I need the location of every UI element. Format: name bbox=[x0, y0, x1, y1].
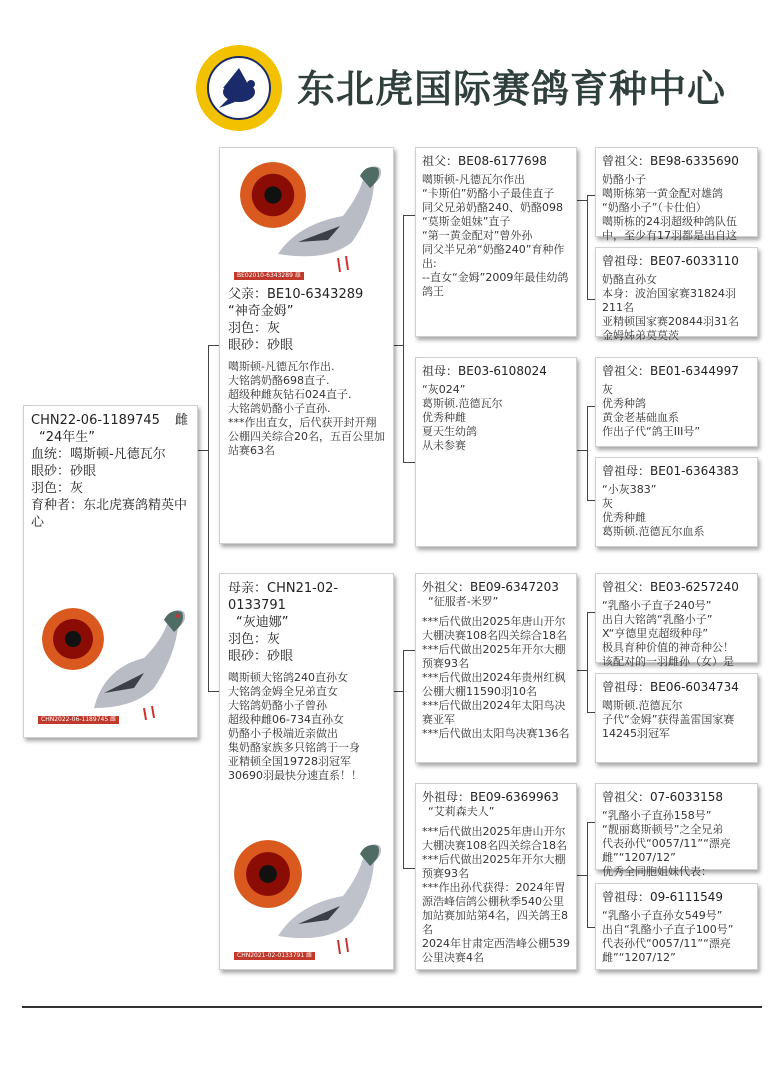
card-title: 外祖母：BE09-6369963 bbox=[422, 790, 559, 804]
logo-pigeon-emblem bbox=[207, 56, 271, 120]
card-notes: 奶酪小子 噶斯栋第一黄金配对雄鸽 “奶酪小子”（卡仕伯） 噶斯栋的24羽超级种鸽队伍中，至少有17羽都是出自这 bbox=[602, 173, 737, 242]
center-logo bbox=[196, 45, 282, 131]
card-notes: “乳酪小子直孙158号” “靓丽葛斯顿号”之全兄弟 代表孙代“0057/11”“漂亮雌”“1207/12” 优秀全同胞姐妹代表： bbox=[602, 809, 731, 878]
card-title: 曾祖父：BE01-6344997 bbox=[602, 364, 739, 378]
connector bbox=[587, 500, 595, 501]
connector bbox=[393, 345, 403, 346]
connector bbox=[587, 406, 588, 500]
connector bbox=[587, 299, 595, 300]
card-notes: “乳酪小子直子240号” 出自大铭鸽“乳酪小子” X“亨德里克超级种母” 极具育种价值的神奇种公！ 该配对的一羽雌孙（女）是 bbox=[602, 599, 734, 668]
card-notes: 噶斯顿-凡德瓦尔作出 “卡斯伯”奶酪小子最佳直子 同父兄弟奶酪240、奶酪098 “莫斯金姐妹”直子 “第一黄金配对”曾外孙 同父半兄弟“奶酪240”育种作出: --直女“金姆”2009年最佳幼鸽鸽王 bbox=[422, 173, 569, 298]
subject-color: 羽色：灰 bbox=[31, 481, 84, 496]
card-notes: ***后代做出2025年唐山开尔大棚决赛108名四关综合18名 ***后代做出2025年开尔大棚预赛93名 ***作出孙代获得：2024年胃源浩峰信鸽公棚秋季540公里加站赛加站第4名，四关鸽王8名 2024年甘肃定西浩峰公棚539公里决赛4名 bbox=[422, 825, 570, 964]
connector bbox=[403, 868, 415, 869]
dam-eye: 眼砂：砂眼 bbox=[228, 649, 294, 664]
connector bbox=[208, 345, 219, 346]
subject-photo bbox=[34, 598, 189, 728]
card-title: 曾祖父：BE03-6257240 bbox=[602, 580, 739, 594]
connector bbox=[587, 195, 595, 196]
dam-card bbox=[219, 573, 394, 970]
connector bbox=[587, 195, 588, 299]
connector bbox=[587, 927, 595, 928]
card-title: 外祖父：BE09-6347203 bbox=[422, 580, 559, 594]
card-notes: “乳酪小子直孙女549号” 出自“乳酪小子直子100号” 代表孙代“0057/11”“漂亮雌”“1207/12” bbox=[602, 909, 734, 964]
card-notes: “灰024” 葛斯顿.范德瓦尔 优秀种雌 夏天生幼鸽 从未参赛 bbox=[422, 383, 503, 452]
sire-color: 羽色：灰 bbox=[228, 321, 281, 336]
card-title: 曾祖母：BE01-6364383 bbox=[602, 464, 739, 478]
sire-notes: 噶斯顿-凡德瓦尔作出. 大铭鸽奶酪698直子. 超级种雌灰钻石024直子. 大铭鸽奶酪小子直孙. ***作出直女，后代获开封开翔公棚四关综合20名，五百公里加站赛63名 bbox=[228, 360, 385, 457]
ggd-1-card bbox=[595, 247, 758, 342]
granddam-paternal-card bbox=[415, 357, 577, 547]
dam-nickname: “灰迪娜” bbox=[236, 615, 289, 630]
connector bbox=[577, 670, 587, 671]
granddam-maternal-card bbox=[415, 783, 577, 970]
connector bbox=[403, 650, 415, 651]
card-title: 曾祖母：09-6111549 bbox=[602, 890, 724, 904]
ggs-4-card bbox=[595, 783, 758, 878]
sire-photo bbox=[228, 148, 385, 286]
subject-ring: CHN22-06-1189745 bbox=[31, 413, 160, 428]
connector bbox=[577, 875, 587, 876]
ggd-2-card bbox=[595, 457, 758, 547]
photo-label: CHN2021-02-0133791 雌 bbox=[234, 952, 315, 960]
card-title: 曾祖父：BE98-6335690 bbox=[602, 154, 739, 168]
pigeon-photo-icon bbox=[74, 598, 189, 723]
card-notes: 灰 优秀种鸽 黄金老基础血系 作出子代“鸽王III号” bbox=[602, 383, 701, 438]
pigeon-photo-icon bbox=[268, 154, 388, 282]
ggs-2-card bbox=[595, 357, 758, 447]
subject-breeder: 育种者：东北虎赛鸽精英中心 bbox=[31, 498, 188, 530]
connector bbox=[577, 450, 587, 451]
card-sub: “征服者-米罗” bbox=[428, 595, 499, 608]
sire-card bbox=[219, 147, 394, 544]
card-sub: “艾莉森夫人” bbox=[428, 805, 495, 818]
card-notes: 奶酪直孙女 本身：波治国家赛31824羽211名 亚精顿国家赛20844羽31名 金姆姊弟莫莫茨 bbox=[602, 273, 739, 342]
ggs-3-card bbox=[595, 573, 758, 668]
connector bbox=[403, 462, 415, 463]
connector bbox=[208, 345, 209, 691]
photo-label: BE02010-6343289 雄 bbox=[234, 272, 304, 280]
sire-ring: 父亲：BE10-6343289 bbox=[228, 287, 364, 302]
page-title: 东北虎国际赛鸽育种中心 bbox=[297, 67, 727, 111]
connector bbox=[587, 712, 595, 713]
connector bbox=[208, 691, 219, 692]
ggs-1-card bbox=[595, 147, 758, 242]
connector bbox=[587, 612, 588, 712]
connector bbox=[403, 215, 415, 216]
subject-sex: 雌 bbox=[174, 413, 188, 428]
subject-bloodline: 血统：噶斯顿-凡德瓦尔 bbox=[31, 447, 166, 462]
pigeon-photo-icon bbox=[268, 832, 388, 962]
connector bbox=[403, 650, 404, 868]
subject-card bbox=[23, 405, 198, 738]
card-title: 曾祖母：BE06-6034734 bbox=[602, 680, 739, 694]
card-notes: “小灰383” 灰 优秀种雌 葛斯顿.范德瓦尔血系 bbox=[602, 483, 705, 538]
ggd-3-card bbox=[595, 673, 758, 763]
subject-eye: 眼砂：砂眼 bbox=[31, 464, 97, 479]
connector bbox=[587, 822, 588, 927]
card-title: 曾祖父：07-6033158 bbox=[602, 790, 724, 804]
grandsire-maternal-card bbox=[415, 573, 577, 763]
subject-ring-row bbox=[31, 412, 190, 429]
connector bbox=[577, 200, 587, 201]
connector bbox=[393, 691, 403, 692]
pigeon-emblem-icon bbox=[209, 58, 269, 118]
footer-divider bbox=[22, 1006, 762, 1008]
photo-label: CHN2022-06-1189745 雌 bbox=[38, 716, 119, 724]
dam-ring: 母亲：CHN21-02-0133791 bbox=[228, 581, 339, 613]
card-notes: 噶斯顿.范德瓦尔 子代“金姆”获得盖雷国家赛14245羽冠军 bbox=[602, 699, 735, 740]
sire-eye: 眼砂：砂眼 bbox=[228, 338, 294, 353]
subject-nickname: “24年生” bbox=[39, 430, 96, 445]
connector bbox=[198, 450, 208, 451]
dam-notes: 噶斯顿大铭鸽240直孙女 大铭鸽金姆全兄弟直女 大铭鸽奶酪小子曾孙 超级种雌06-734直孙女 奶酪小子极端近亲做出 集奶酪家族多只铭鸽于一身 亚精顿全国19728羽冠军 30690羽最快分速直系！！ bbox=[228, 671, 362, 782]
connector bbox=[587, 612, 595, 613]
dam-color: 羽色：灰 bbox=[228, 632, 281, 647]
grandsire-paternal-card bbox=[415, 147, 577, 337]
card-notes: ***后代做出2025年唐山开尔大棚决赛108名四关综合18名 ***后代做出2025年开尔大棚预赛93名 ***后代做出2024年贵州红枫公棚大棚11590羽10名 ***后代做出2024年太阳鸟决赛亚军 ***后代做出太阳鸟决赛136名 bbox=[422, 615, 570, 740]
dam-photo bbox=[230, 832, 388, 964]
card-title: 祖母：BE03-6108024 bbox=[422, 364, 547, 378]
card-title: 祖父：BE08-6177698 bbox=[422, 154, 547, 168]
ggd-4-card bbox=[595, 883, 758, 970]
connector bbox=[403, 215, 404, 462]
connector bbox=[587, 406, 595, 407]
connector bbox=[587, 822, 595, 823]
card-title: 曾祖母：BE07-6033110 bbox=[602, 254, 739, 268]
sire-nickname: “神奇金姆” bbox=[228, 304, 294, 319]
